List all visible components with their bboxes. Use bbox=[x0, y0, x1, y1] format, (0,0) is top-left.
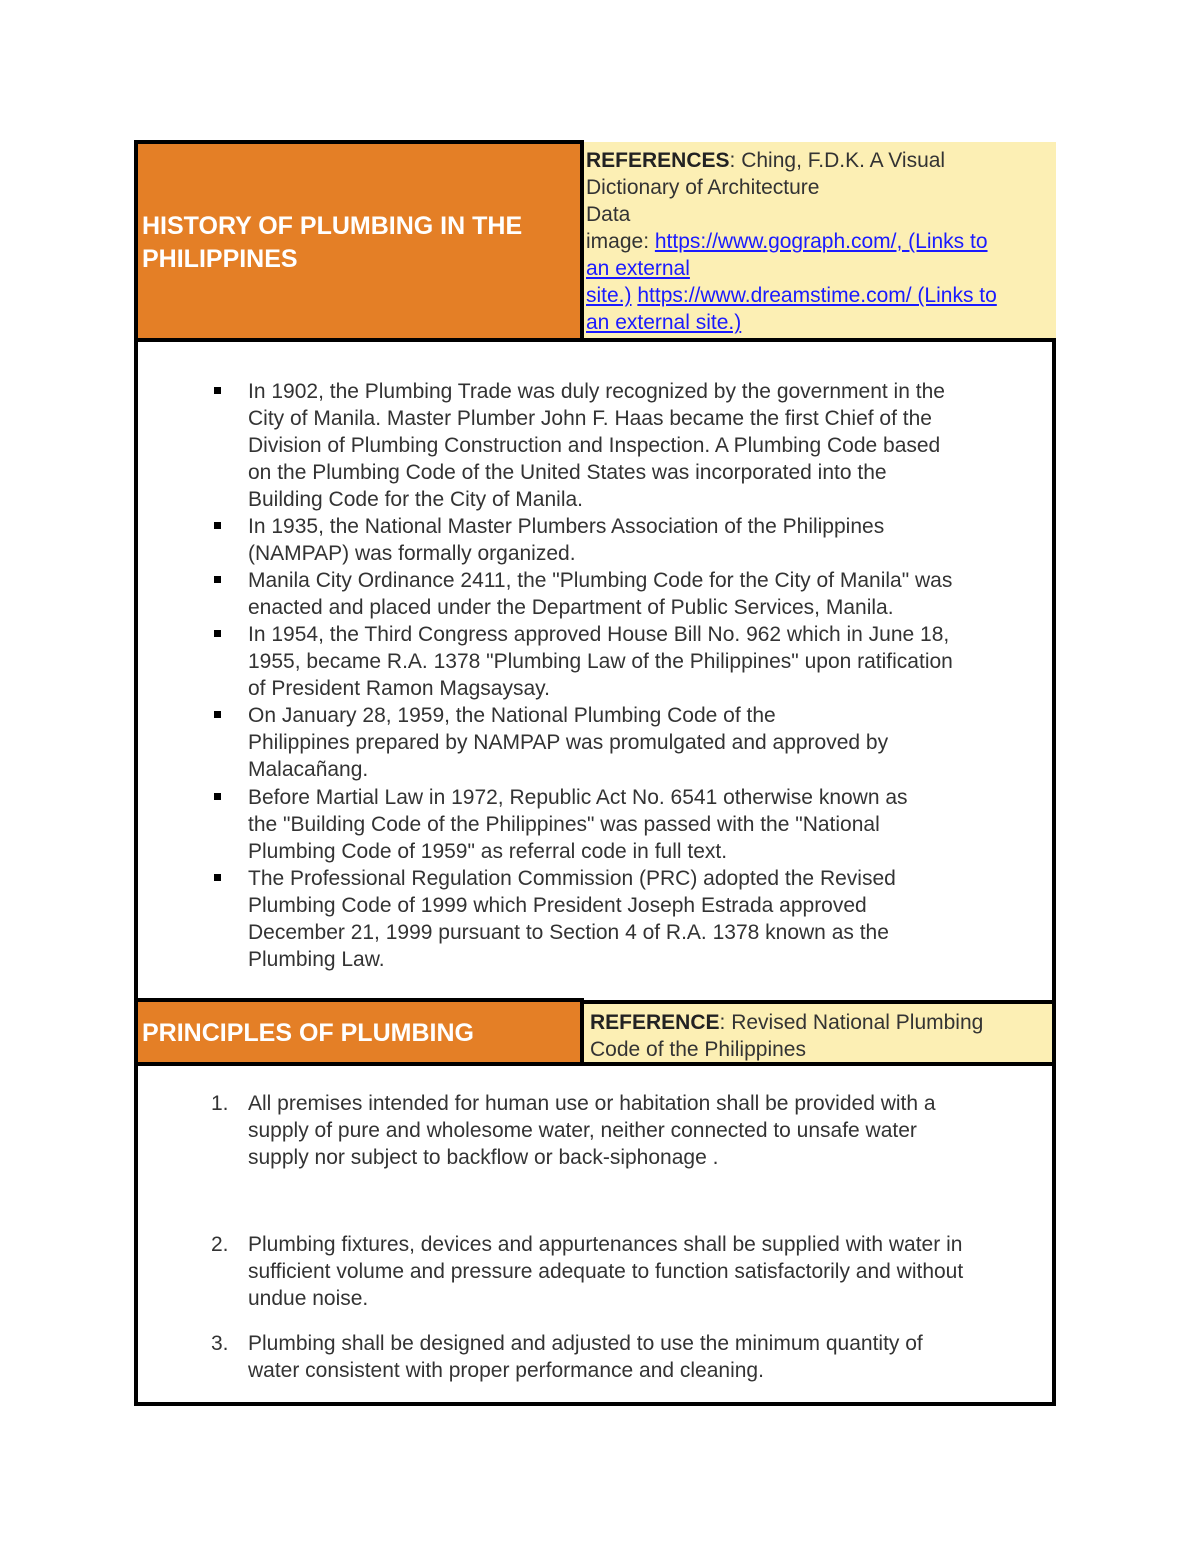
line: Building Code for the City of Manila. bbox=[248, 488, 584, 511]
line: City of Manila. Master Plumber John F. Haas became the first Chief of the bbox=[248, 407, 932, 430]
line: On January 28, 1959, the National Plumbing Code of the bbox=[248, 704, 776, 727]
history-title bbox=[142, 210, 522, 276]
line: December 21, 1999 pursuant to Section 4 of R.A. 1378 known as the bbox=[248, 921, 889, 944]
line: Division of Plumbing Construction and Inspection. A Plumbing Code based bbox=[248, 434, 941, 457]
principles-reference bbox=[580, 1000, 1056, 1064]
reference-label: REFERENCE bbox=[590, 1011, 720, 1034]
line: water consistent with proper performance and cleaning. bbox=[248, 1359, 764, 1382]
line: of President Ramon Magsaysay. bbox=[248, 677, 550, 700]
line: Plumbing fixtures, devices and appurtenances shall be supplied with water in bbox=[248, 1233, 963, 1256]
item-number: 3. bbox=[211, 1332, 229, 1355]
history-bullet-5 bbox=[248, 702, 1048, 783]
line: supply of pure and wholesome water, neither connected to unsafe water bbox=[248, 1119, 917, 1142]
gograph-link-cont[interactable]: an external bbox=[586, 257, 690, 280]
principles-content bbox=[134, 1062, 1056, 1406]
line: (NAMPAP) was formally organized. bbox=[248, 542, 576, 565]
principles-title: PRINCIPLES OF PLUMBING bbox=[142, 1019, 474, 1047]
history-bullet-4 bbox=[248, 621, 1048, 702]
line: enacted and placed under the Department of Public Services, Manila. bbox=[248, 596, 894, 619]
references-label: REFERENCES bbox=[586, 149, 730, 172]
bullet-icon bbox=[214, 874, 221, 881]
bullet-icon bbox=[214, 793, 221, 800]
history-bullet-2 bbox=[248, 513, 1048, 567]
history-header bbox=[134, 140, 584, 344]
references-text-3: Data bbox=[586, 203, 631, 226]
image-label: image: bbox=[586, 230, 655, 253]
line: supply nor subject to backflow or back-siphonage . bbox=[248, 1146, 719, 1169]
bullet-icon bbox=[214, 576, 221, 583]
history-bullet-6 bbox=[248, 784, 1048, 865]
line: Before Martial Law in 1972, Republic Act No. 6541 otherwise known as bbox=[248, 786, 908, 809]
line: the "Building Code of the Philippines" was passed with the "National bbox=[248, 813, 880, 836]
line: Manila City Ordinance 2411, the "Plumbing Code for the City of Manila" was bbox=[248, 569, 953, 592]
line: Philippines prepared by NAMPAP was promulgated and approved by bbox=[248, 731, 889, 754]
principle-item-3 bbox=[211, 1330, 1058, 1384]
gograph-link-end[interactable]: site.) bbox=[586, 284, 632, 307]
history-bullet-7 bbox=[248, 865, 1048, 973]
reference-text-2: Code of the Philippines bbox=[590, 1038, 806, 1061]
line: In 1954, the Third Congress approved House Bill No. 962 which in June 18, bbox=[248, 623, 950, 646]
line: Plumbing Law. bbox=[248, 948, 385, 971]
line: The Professional Regulation Commission (PRC) adopted the Revised bbox=[248, 867, 896, 890]
history-title-line1: HISTORY OF PLUMBING IN THE bbox=[142, 212, 523, 240]
line: undue noise. bbox=[248, 1287, 369, 1310]
item-number: 2. bbox=[211, 1233, 229, 1256]
bullet-icon bbox=[214, 522, 221, 529]
line: 1955, became R.A. 1378 "Plumbing Law of the Philippines" upon ratification bbox=[248, 650, 953, 673]
history-bullet-3 bbox=[248, 567, 1048, 621]
bullet-icon bbox=[214, 711, 221, 718]
line: Plumbing Code of 1959" as referral code in full text. bbox=[248, 840, 728, 863]
dreamstime-link[interactable]: https://www.dreamstime.com/ (Links to bbox=[637, 284, 997, 307]
line: Plumbing shall be designed and adjusted to use the minimum quantity of bbox=[248, 1332, 923, 1355]
history-title-line2: PHILIPPINES bbox=[142, 245, 298, 273]
line: In 1902, the Plumbing Trade was duly recognized by the government in the bbox=[248, 380, 945, 403]
line: on the Plumbing Code of the United States was incorporated into the bbox=[248, 461, 887, 484]
bullet-icon bbox=[214, 387, 221, 394]
history-references bbox=[584, 142, 1056, 338]
dreamstime-link-cont[interactable]: an external site.) bbox=[586, 311, 742, 334]
line: Plumbing Code of 1999 which President Joseph Estrada approved bbox=[248, 894, 867, 917]
line: All premises intended for human use or habitation shall be provided with a bbox=[248, 1092, 936, 1115]
principle-item-1 bbox=[211, 1090, 1058, 1171]
line: In 1935, the National Master Plumbers Association of the Philippines bbox=[248, 515, 885, 538]
reference-text-1: : Revised National Plumbing bbox=[719, 1011, 984, 1034]
references-text-1: : Ching, F.D.K. A Visual bbox=[729, 149, 946, 172]
line: Malacañang. bbox=[248, 758, 369, 781]
references-text-2: Dictionary of Architecture bbox=[586, 176, 820, 199]
principle-item-2 bbox=[211, 1231, 1058, 1312]
bullet-icon bbox=[214, 630, 221, 637]
item-number: 1. bbox=[211, 1092, 229, 1115]
line: sufficient volume and pressure adequate to function satisfactorily and without bbox=[248, 1260, 964, 1283]
history-bullet-1 bbox=[248, 378, 1048, 513]
gograph-link[interactable]: https://www.gograph.com/, (Links to bbox=[654, 230, 988, 253]
history-content bbox=[134, 338, 1056, 1004]
principles-header bbox=[134, 998, 584, 1066]
